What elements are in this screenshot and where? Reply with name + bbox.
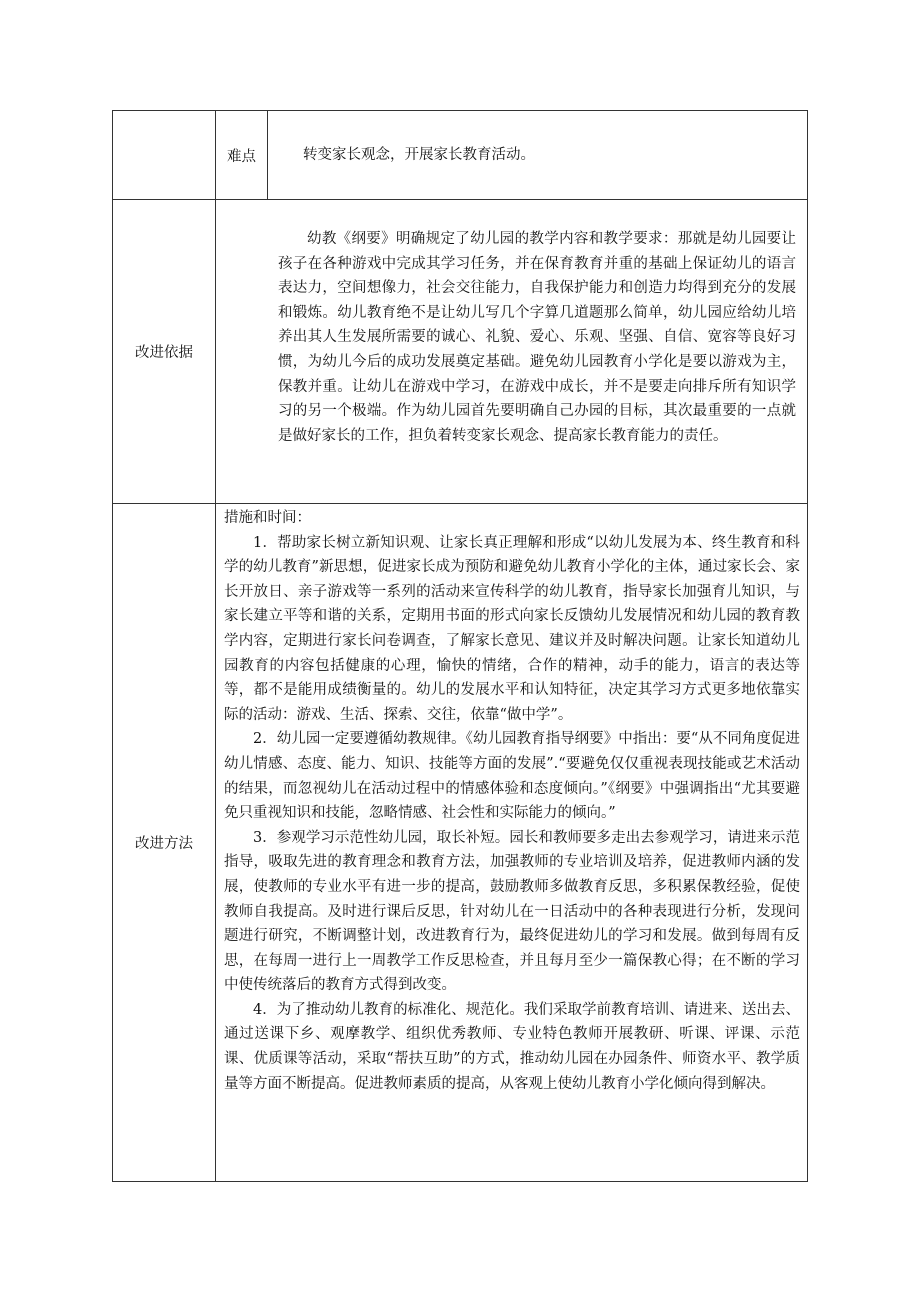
- difficulty-text: 转变家长观念，开展家长教育活动。: [303, 147, 535, 163]
- basis-content: [278, 227, 796, 477]
- difficulty-label: [216, 111, 267, 199]
- method-content: [224, 506, 800, 1178]
- basis-text: 幼教《纲要》明确规定了幼儿园的教学内容和教学要求：那就是幼儿园要让孩子在各种游戏中完成其学习任务，并在保育教育并重的基础上保证幼儿的语言表达力，空间想像力，社会交往能力，自我保护能力和创造力均得到充分的发展和锻炼。幼儿教育绝不是让幼儿写几个字算几道题那么简单，幼儿园应给幼儿培养出其人生发展所需要的诚心、礼貌、爱心、乐观、坚强、自信、宽容等良好习惯，为幼儿今后的成功发展奠定基础。避免幼儿园教育小学化是要以游戏为主，保教并重。让幼儿在游戏中学习，在游戏中成长，并不是要走向排斥所有知识学习的另一个极端。作为幼儿园首先要明确自己办园的目标，其次最重要的一点就是做好家长的工作，担负着转变家长观念、提高家长教育能力的责任。: [278, 231, 796, 444]
- method-item-2: 2．幼儿园一定要遵循幼教规律。《幼儿园教育指导纲要》中指出：要“从不同角度促进幼儿情感、态度、能力、知识、技能等方面的发展”.“要避免仅仅重视表现技能或艺术活动的结果，而忽视幼儿在活动过程中的情感体验和态度倾向。”《纲要》中强调指出“尤其要避免只重视知识和技能，忽略情感、社会性和实际能力的倾向。”: [224, 731, 800, 822]
- method-item-4: 4．为了推动幼儿教育的标准化、规范化。我们采取学前教育培训、请进来、送出去、通过送课下乡、观摩教学、组织优秀教师、专业特色教师开展教研、听课、评课、示范课、优质课等活动，采取“帮扶互助”的方式，推动幼儿园在办园条件、师资水平、教学质量等方面不断提高。促进教师素质的提高，从客观上使幼儿教育小学化倾向得到解决。: [224, 1001, 800, 1092]
- column-divider-main: [215, 110, 216, 1182]
- row-divider-2: [112, 503, 808, 504]
- basis-label-text: 改进依据: [135, 345, 193, 361]
- difficulty-content: [274, 143, 794, 183]
- method-label: [113, 504, 215, 1181]
- basis-label: [113, 200, 215, 503]
- method-item-1: 1．帮助家长树立新知识观、让家长真正理解和形成“以幼儿发展为本、终生教育和科学的幼儿教育”新思想，促进家长成为预防和避免幼儿教育小学化的主体，通过家长会、家长开放日、亲子游戏等一系列的活动来宣传科学的幼儿教育，指导家长加强育儿知识，与家长建立平等和谐的关系，定期用书面的形式向家长反馈幼儿发展情况和幼儿园的教育教学内容，定期进行家长问卷调查，了解家长意见、建议并及时解决问题。让家长知道幼儿园教育的内容包括健康的心理，愉快的情绪，合作的精神，动手的能力，语言的表达等等，都不是能用成绩衡量的。幼儿的发展水平和认知特征，决定其学习方式更多地依靠实际的活动：游戏、生活、探索、交往，依靠“做中学”。: [224, 534, 800, 723]
- table-border-bottom: [112, 1181, 808, 1182]
- method-item-3: 3．参观学习示范性幼儿园，取长补短。园长和教师要多走出去参观学习，请进来示范指导，吸取先进的教育理念和教育方法，加强教师的专业培训及培养，促进教师内涵的发展，使教师的专业水平有进一步的提高，鼓励教师多做教育反思，多积累保教经验，促使教师自我提高。及时进行课后反思，针对幼儿在一日活动中的各种表现进行分析，发现问题进行研究，不断调整计划，改进教育行为，最终促进幼儿的学习和发展。做到每周有反思，在每周一进行上一周教学工作反思检查，并且每月至少一篇保教心得；在不断的学习中使传统落后的教育方式得到改变。: [224, 829, 800, 994]
- method-label-text: 改进方法: [135, 836, 193, 852]
- difficulty-label-text: 难点: [227, 148, 256, 165]
- improvement-table: [112, 110, 808, 1182]
- row-divider-1: [112, 199, 808, 200]
- method-intro: 措施和时间：: [224, 510, 311, 526]
- column-divider-sub: [267, 110, 268, 200]
- table-border-right: [807, 110, 808, 1182]
